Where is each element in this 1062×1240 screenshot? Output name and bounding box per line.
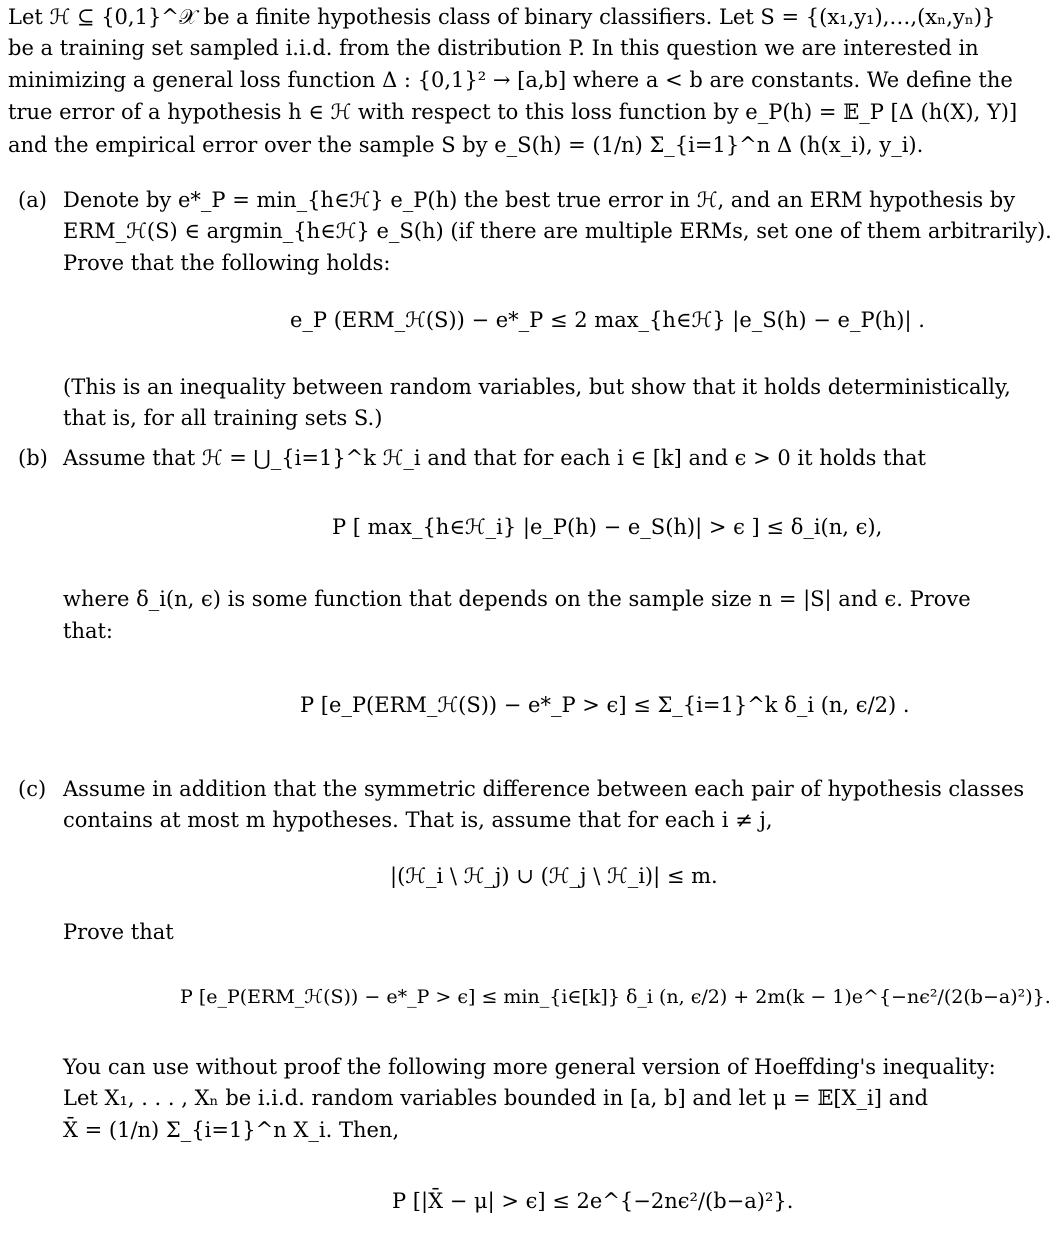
part-a-line-3: Prove that the following holds: (63, 251, 391, 275)
part-c-equation-1: |(ℋ_i \ ℋ_j) ∪ (ℋ_j \ ℋ_i)| ≤ m. (390, 864, 718, 888)
part-b-equation-2: P [e_P(ERM_ℋ(S)) − e*_P > ϵ] ≤ Σ_{i=1}^k δ_i (n, ϵ/2) . (300, 693, 910, 717)
part-b-equation-1: P [ max_{h∈ℋ_i} |e_P(h) − e_S(h)| > ϵ ] ≤ δ_i(n, ϵ), (332, 515, 883, 539)
part-c-equation-2: P [e_P(ERM_ℋ(S)) − e*_P > ϵ] ≤ min_{i∈[k]} δ_i (n, ϵ/2) + 2m(k − 1)e^{−nϵ²/(2(b−a)²)}. (180, 986, 1051, 1008)
part-c-line-3: Prove that (63, 920, 174, 944)
part-c-line-6: X̄ = (1/n) Σ_{i=1}^n X_i. Then, (63, 1118, 400, 1142)
part-b-line-1: Assume that ℋ = ⋃_{i=1}^k ℋ_i and that for each i ∈ [k] and ϵ > 0 it holds that (63, 446, 926, 470)
part-c-line-2: contains at most m hypotheses. That is, assume that for each i ≠ j, (63, 808, 773, 832)
part-a-equation: e_P (ERM_ℋ(S)) − e*_P ≤ 2 max_{h∈ℋ} |e_S(h) − e_P(h)| . (290, 308, 925, 332)
part-b-label: (b) (18, 446, 48, 470)
part-a-line-1: Denote by e*_P = min_{h∈ℋ} e_P(h) the best true error in ℋ, and an ERM hypothesis by (63, 188, 1016, 212)
part-c-label: (c) (18, 777, 47, 801)
part-b-line-2: where δ_i(n, ϵ) is some function that depends on the sample size n = |S| and ϵ. Prove (63, 587, 971, 611)
intro-line-5: and the empirical error over the sample S by e_S(h) = (1/n) Σ_{i=1}^n Δ (h(x_i), y_i). (8, 133, 924, 157)
part-b-line-3: that: (63, 619, 113, 643)
intro-line-3: minimizing a general loss function Δ : {0,1}² → [a,b] where a < b are constants. We define the (8, 68, 1013, 92)
part-a-label: (a) (18, 188, 47, 212)
intro-line-4: true error of a hypothesis h ∈ ℋ with respect to this loss function by e_P(h) = 𝔼_P [Δ (h(X), Y)] (8, 100, 1018, 124)
intro-line-2: be a training set sampled i.i.d. from the distribution P. In this question we are interested in (8, 36, 979, 60)
part-a-note-line-2: that is, for all training sets S.) (63, 406, 383, 430)
part-c-line-1: Assume in addition that the symmetric difference between each pair of hypothesis classes (63, 777, 1025, 801)
part-a-note-line-1: (This is an inequality between random variables, but show that it holds deterministically, (63, 375, 1011, 399)
part-c-line-5: Let X₁, . . . , Xₙ be i.i.d. random variables bounded in [a, b] and let μ = 𝔼[X_i] and (63, 1086, 929, 1110)
part-c-line-4: You can use without proof the following more general version of Hoeffding's inequality: (63, 1055, 996, 1079)
hoeffding-equation: P [|X̄ − μ| > ϵ] ≤ 2e^{−2nϵ²/(b−a)²}. (392, 1189, 794, 1213)
part-a-line-2: ERM_ℋ(S) ∈ argmin_{h∈ℋ} e_S(h) (if there are multiple ERMs, set one of them arbitrarily). (63, 219, 1052, 243)
intro-line-1: Let ℋ ⊆ {0,1}^𝒳 be a finite hypothesis class of binary classifiers. Let S = {(x₁,y₁),…,(xₙ,yₙ)} (8, 5, 996, 29)
